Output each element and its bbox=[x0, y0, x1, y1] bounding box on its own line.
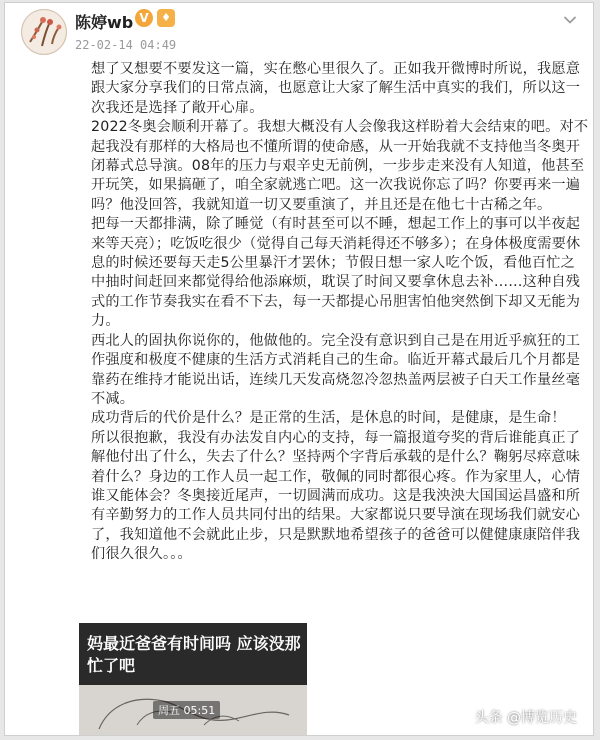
source-watermark: 头条 @博览历史 bbox=[474, 710, 577, 726]
user-badges bbox=[135, 9, 175, 27]
paragraph-6: 所以很抱歉，我没有办法发自内心的支持，每一篇报道夸奖的背后谁能真正了解他付出了什么，失去了什么？坚持两个字背后承载的是什么？鞠躬尽瘁意味着什么？身边的工作人员一起工作，敬佩的同时都很心疼。作为家里人，心情谁又能体会？冬奥接近尾声，一切圆满而成功。这是我泱泱大国国运昌盛和所有辛勤努力的工作人员共同付出的结果。大家都说只要导演在现场我们就安心了，我知道他不会就此止步，只是默默地希望孩子的爸爸可以健健康康陪伴我们很久很久。。。 bbox=[91, 429, 581, 563]
media-time-label: 周五 05:51 bbox=[153, 701, 220, 719]
paragraph-2: 2022冬奥会顺利开幕了。我想大概没有人会像我这样盼着大会结束的吧。对不起我没有那样的大格局也不懂所谓的使命感，从一开始我就不支持他当冬奥开闭幕式总导演。08年的压力与艰辛史无前例，一步步走来没有人知道，他甚至开玩笑，如果搞砸了，咱全家就逃亡吧。这一次我说你忘了吗？你要再来一遍吗？他没回答，我就知道一切又要重演了，并且还是在他七十古稀之年。 bbox=[91, 119, 589, 213]
avatar-flower-image bbox=[22, 10, 66, 54]
username[interactable]: 陈婷wb bbox=[75, 13, 134, 32]
level-badge: ♦ bbox=[157, 9, 175, 27]
post-body bbox=[91, 60, 589, 565]
chat-screenshot-image[interactable] bbox=[79, 623, 307, 735]
vip-badge: V bbox=[135, 9, 153, 27]
chevron-down-icon[interactable] bbox=[563, 13, 577, 27]
post-header bbox=[5, 3, 593, 59]
avatar[interactable] bbox=[21, 9, 67, 55]
media-caption: 妈最近爸爸有时间吗 应该没那忙了吧 bbox=[87, 634, 301, 675]
paragraph-4: 西北人的固执你说你的，他做他的。完全没有意识到自己是在用近乎疯狂的工作强度和极度不健康的生活方式消耗自己的生命。临近开幕式最后几个月都是靠药在维持才能说出话，连续几天发高烧忽冷忽热盖两层被子白天工作量丝毫不减。 bbox=[91, 332, 581, 407]
paragraph-5: 成功背后的代价是什么？是正常的生活，是休息的时间，是健康，是生命！ bbox=[91, 410, 566, 427]
paragraph-3: 把每一天都排满，除了睡觉（有时甚至可以不睡，想起工作上的事可以半夜起来等天亮）；吃饭吃很少（觉得自己每天消耗得还不够多）；在身体极度需要休息的时候还要每天走5公里暴汗才罢休；节假日想一家人吃个饭，看他百忙之中抽时间赶回来都觉得给他添麻烦，耽误了时间又要拿休息去补……这种自残式的工作节奏我实在看不下去，每一天都提心吊胆害怕他突然倒下却又无能为力。 bbox=[91, 216, 581, 330]
weibo-post-card bbox=[4, 2, 594, 736]
paragraph-1: 想了又想要不要发这一篇，实在憋心里很久了。正如我开微博时所说，我愿意跟大家分享我们的日常点滴，也愿意让大家了解生活中真实的我们，所以这一次我还是选择了敞开心扉。 bbox=[91, 61, 581, 116]
post-timestamp: 22-02-14 04:49 bbox=[75, 38, 177, 52]
